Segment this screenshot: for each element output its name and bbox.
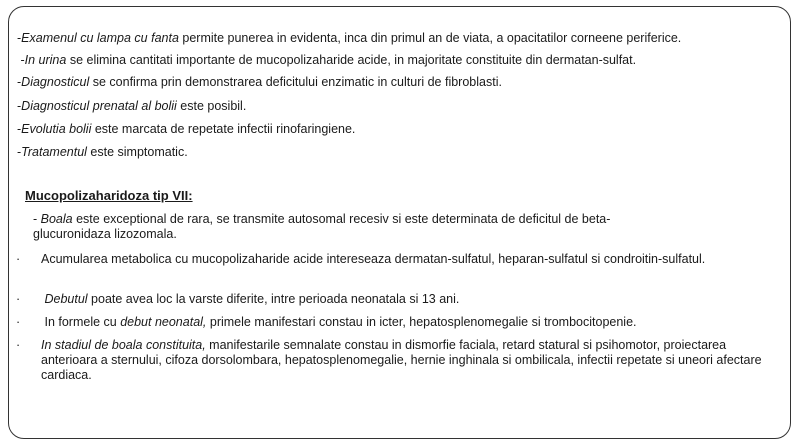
intro-line-evolutia: -Evolutia bolii este marcata de repetate infectii rinofaringiene.	[17, 122, 356, 136]
bullet-item-stadiul: In stadiul de boala constituita, manifestarile semnalate constau in dismorfie faciala, retard statural si psihomotor, proiectarea anterioara a sternului, cifoza dorsolombara, hepatosplenomegalie, hernie inghinala si ombilicala, infectii repetate si uneori afectare cardiaca.	[41, 338, 762, 382]
bullet-mark: ·	[16, 252, 21, 266]
bullet-item-debutul: Debutul poate avea loc la varste diferite, intre perioada neonatala si 13 ani.	[44, 292, 460, 306]
section-heading: Mucopolizaharidoza tip VII:	[25, 188, 193, 203]
bullet-mark: ·	[16, 292, 21, 306]
bullet-item-acumularea: Acumularea metabolica cu mucopolizaharide acide intereseaza dermatan-sulfatul, heparan-sulfatul si condroitin-sulfatul.	[41, 252, 706, 266]
boala-paragraph: - Boala este exceptional de rara, se transmite autosomal recesiv si este determinata de deficitul de betaglucuronidaza lizozomala.	[33, 212, 611, 241]
intro-line-diagnostic: -Diagnosticul se confirma prin demonstrarea deficitului enzimatic in culturi de fibroblasti.	[17, 75, 502, 89]
intro-line-lampa: -Examenul cu lampa cu fanta permite punerea in evidenta, inca din primul an de viata, a opacitatilor corneene periferice.	[17, 31, 682, 45]
bullet-mark: ·	[16, 338, 21, 352]
bullet-item-debut-neonatal: In formele cu debut neonatal, primele manifestari constau in icter, hepatosplenomegalie si trombocitopenie.	[41, 315, 637, 329]
intro-line-prenatal: -Diagnosticul prenatal al bolii este posibil.	[17, 99, 247, 113]
bullet-mark: ·	[16, 315, 21, 329]
intro-line-tratament: -Tratamentul este simptomatic.	[17, 145, 188, 159]
intro-line-urina: -In urina se elimina cantitati importante de mucopolizaharide acide, in majoritate constituite din dermatan-sulfat.	[17, 53, 637, 67]
